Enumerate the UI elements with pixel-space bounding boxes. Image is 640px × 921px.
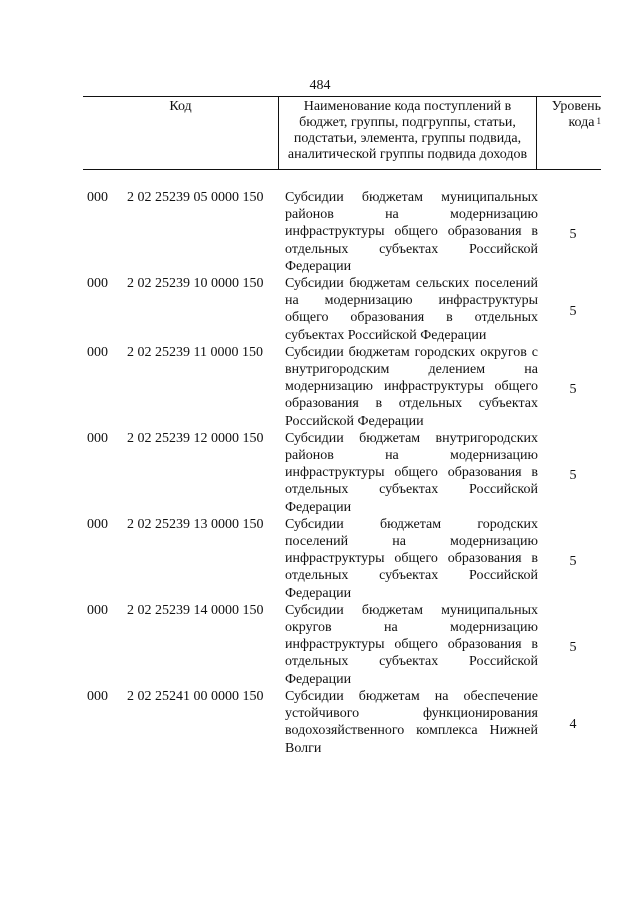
row-level: 5	[569, 227, 577, 242]
row-level: 5	[569, 381, 577, 397]
row-name: Субсидии бюджетам на обеспечение устойчивого функционирования водохозяйственного комплекса Нижней Волги	[285, 688, 538, 756]
row-name: Субсидии бюджетам городских округов с внутригородским делением на модернизацию инфраструктуры общего образования в отдельных субъектах Российской Федерации	[285, 344, 538, 429]
row-admin-code: 000	[87, 602, 108, 618]
header-level	[537, 97, 601, 169]
row-level: 5	[569, 553, 577, 569]
row-admin-code: 000	[87, 516, 108, 532]
header-name: Наименование кода поступлений в бюджет, группы, подгруппы, статьи, подстатьи, элемента, группы подвида, аналитической группы подвида доходов	[279, 97, 537, 169]
row-admin-code: 000	[87, 276, 108, 292]
table-body	[87, 189, 592, 757]
row-admin-code: 000	[87, 190, 108, 205]
row-name: Субсидии бюджетам муниципальных округов на модернизацию инфраструктуры общего образования в отдельных субъектах Российской Федерации	[285, 602, 538, 687]
header-code: Код	[83, 97, 279, 169]
row-name: Субсидии бюджетам муниципальных районов на модернизацию инфраструктуры общего образования в отдельных субъектах Российской Федерации	[285, 190, 538, 274]
row-name: Субсидии бюджетам внутригородских районов на модернизацию инфраструктуры общего образования в отдельных субъектах Российской Федерации	[285, 430, 538, 515]
table-header	[83, 96, 601, 170]
row-level: 5	[569, 639, 577, 655]
table-row	[87, 430, 592, 516]
row-admin-code: 000	[87, 344, 108, 360]
page-number: 484	[309, 78, 331, 93]
row-name: Субсидии бюджетам городских поселений на модернизацию инфраструктуры общего образования в отдельных субъектах Российской Федерации	[285, 516, 538, 601]
row-level: 5	[569, 467, 577, 483]
row-income-code: 2 02 25239 10 0000 150	[127, 276, 264, 292]
row-name: Субсидии бюджетам сельских поселений на модернизацию инфраструктуры общего образования в отдельных субъектах Российской Федерации	[285, 276, 538, 343]
row-income-code: 2 02 25239 13 0000 150	[127, 516, 264, 532]
header-level-footnote: 1	[596, 116, 601, 126]
table-row	[87, 602, 592, 688]
row-admin-code: 000	[87, 430, 108, 446]
row-income-code: 2 02 25239 11 0000 150	[127, 344, 263, 360]
row-income-code: 2 02 25241 00 0000 150	[127, 688, 264, 704]
table-row	[87, 688, 592, 757]
row-level: 4	[569, 716, 577, 732]
table-row	[87, 275, 592, 344]
table-row	[87, 344, 592, 430]
row-income-code: 2 02 25239 12 0000 150	[127, 430, 264, 446]
row-level: 5	[569, 304, 577, 320]
table-row	[87, 516, 592, 602]
row-income-code: 2 02 25239 05 0000 150	[127, 190, 264, 205]
row-admin-code: 000	[87, 688, 108, 704]
row-income-code: 2 02 25239 14 0000 150	[127, 602, 264, 618]
table-row	[87, 189, 592, 275]
header-level-label: Уровень кода	[551, 99, 601, 130]
